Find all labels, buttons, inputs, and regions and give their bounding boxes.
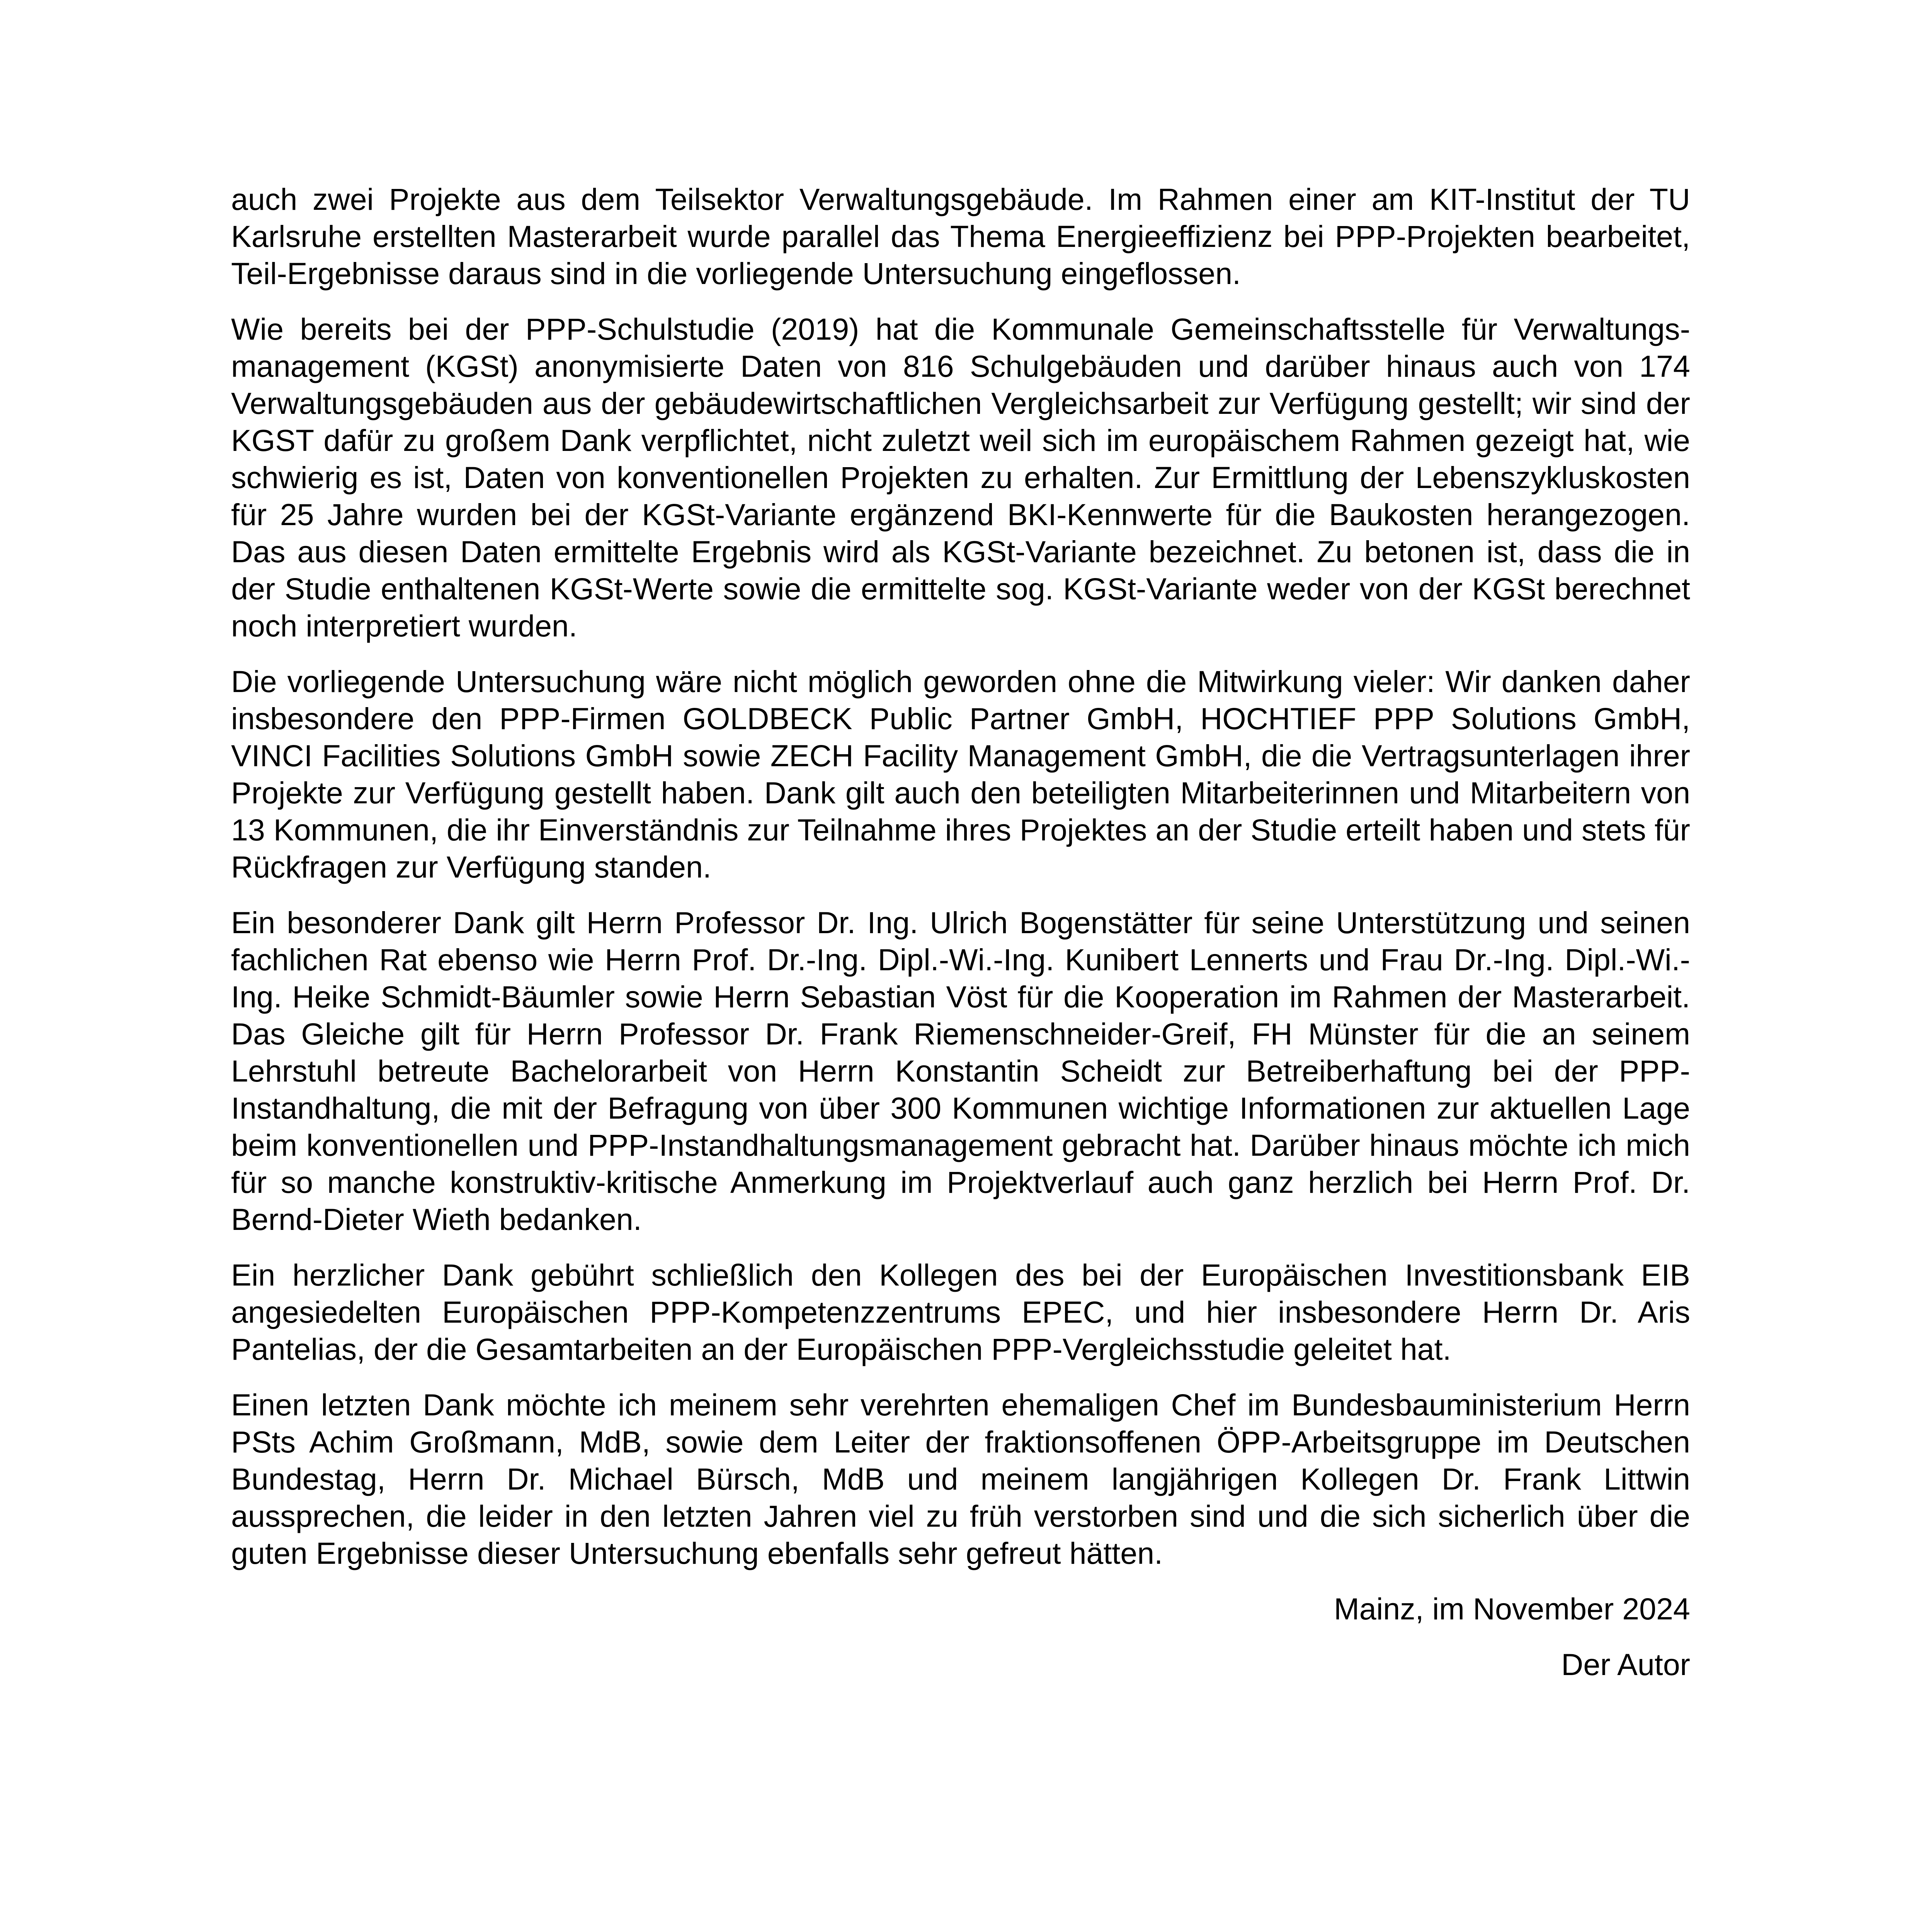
paragraph-kgst-data: Wie bereits bei der PPP-Schulstudie (2019) hat die Kommunale Gemeinschaftsstelle für Verwaltungsmanagement (KGSt) anonymisierte Daten von 816 Schulgebäuden und darüber hinaus auch von 174 Verwaltungsgebäuden aus der gebäudewirtschaftlichen Vergleichsarbeit zur Verfügung gestellt; wir sind der KGST dafür zu großem Dank verpflichtet, nicht zuletzt weil sich im europäischem Rahmen gezeigt hat, wie schwierig es ist, Daten von konventionellen Projekten zu erhalten. Zur Ermittlung der Lebenszykluskosten für 25 Jahre wurden bei der KGSt-Variante ergänzend BKI-Kennwerte für die Baukosten herangezogen. Das aus diesen Daten ermittelte Ergebnis wird als KGSt-Variante bezeichnet. Zu betonen ist, dass die in der Studie enthaltenen KGSt-Werte sowie die ermittelte sog. KGSt-Variante weder von der KGSt berechnet noch interpretiert wurden. (231, 312, 1690, 643)
signature-place-date: Mainz, im November 2024 (1334, 1592, 1690, 1626)
signature-author: Der Autor (1561, 1647, 1690, 1682)
paragraph-acknowledgement-firms: Die vorliegende Untersuchung wäre nicht möglich geworden ohne die Mitwirkung vieler: Wir danken daher insbesondere den PPP-Firmen GOLDBECK Public Partner GmbH, HOCHTIEF PPP Solutions GmbH, VINCI Facilities Solutions GmbH sowie ZECH Facility Management GmbH, die die Vertragsunterlagen ihrer Projekte zur Verfügung gestellt haben. Dank gilt auch den beteiligten Mitarbeiterinnen und Mitarbeitern von 13 Kommunen, die ihr Einverständnis zur Teilnahme ihres Projektes an der Studie erteilt haben und stets für Rückfragen zur Verfügung standen. (231, 664, 1690, 884)
paragraph-acknowledgement-eib: Ein herzlicher Dank gebührt schließlich den Kollegen des bei der Europäischen Investitionsbank EIB angesiedelten Europäischen PPP-Kompetenzzentrums EPEC, und hier insbesondere Herrn Dr. Aris Pantelias, der die Gesamtarbeiten an der Europäischen PPP-Vergleichsstudie geleitet hat. (231, 1258, 1690, 1366)
paragraph-projects: auch zwei Projekte aus dem Teilsektor Verwaltungsgebäude. Im Rahmen einer am KIT-Institut der TU Karlsruhe erstellten Masterarbeit wurde parallel das Thema Energieeffizienz bei PPP-Projekten bearbeitet, Teil-Ergebnisse daraus sind in die vorliegende Untersuchung eingeflossen. (231, 182, 1690, 291)
document-body (231, 181, 1690, 1702)
paragraph-final-thanks: Einen letzten Dank möchte ich meinem sehr verehrten ehemaligen Chef im Bundesbauministerium Herrn PSts Achim Großmann, MdB, sowie dem Leiter der fraktionsoffenen ÖPP-Arbeitsgruppe im Deutschen Bundestag, Herrn Dr. Michael Bürsch, MdB und meinem langjährigen Kollegen Dr. Frank Littwin aussprechen, die leider in den letzten Jahren viel zu früh verstorben sind und die sich sicherlich über die guten Ergebnisse dieser Untersuchung ebenfalls sehr gefreut hätten. (231, 1388, 1690, 1570)
paragraph-acknowledgement-professors: Ein besonderer Dank gilt Herrn Professor Dr. Ing. Ulrich Bogenstätter für seine Unterstützung und seinen fachlichen Rat ebenso wie Herrn Prof. Dr.-Ing. Dipl.-Wi.-Ing. Kunibert Lennerts und Frau Dr.-Ing. Dipl.-Wi.-Ing. Heike Schmidt-Bäumler sowie Herrn Sebastian Vöst für die Kooperation im Rahmen der Masterarbeit. Das Gleiche gilt für Herrn Professor Dr. Frank Riemenschneider-Greif, FH Münster für die an seinem Lehrstuhl betreute Bachelorarbeit von Herrn Konstantin Scheidt zur Betreiberhaftung bei der PPP-Instandhaltung, die mit der Befragung von über 300 Kommunen wichtige Informationen zur aktuellen Lage beim konventionellen und PPP-Instandhaltungsmanagement gebracht hat. Darüber hinaus möchte ich mich für so manche konstruktiv-kritische Anmerkung im Projektverlauf auch ganz herzlich bei Herrn Prof. Dr. Bernd-Dieter Wieth bedanken. (231, 905, 1690, 1236)
